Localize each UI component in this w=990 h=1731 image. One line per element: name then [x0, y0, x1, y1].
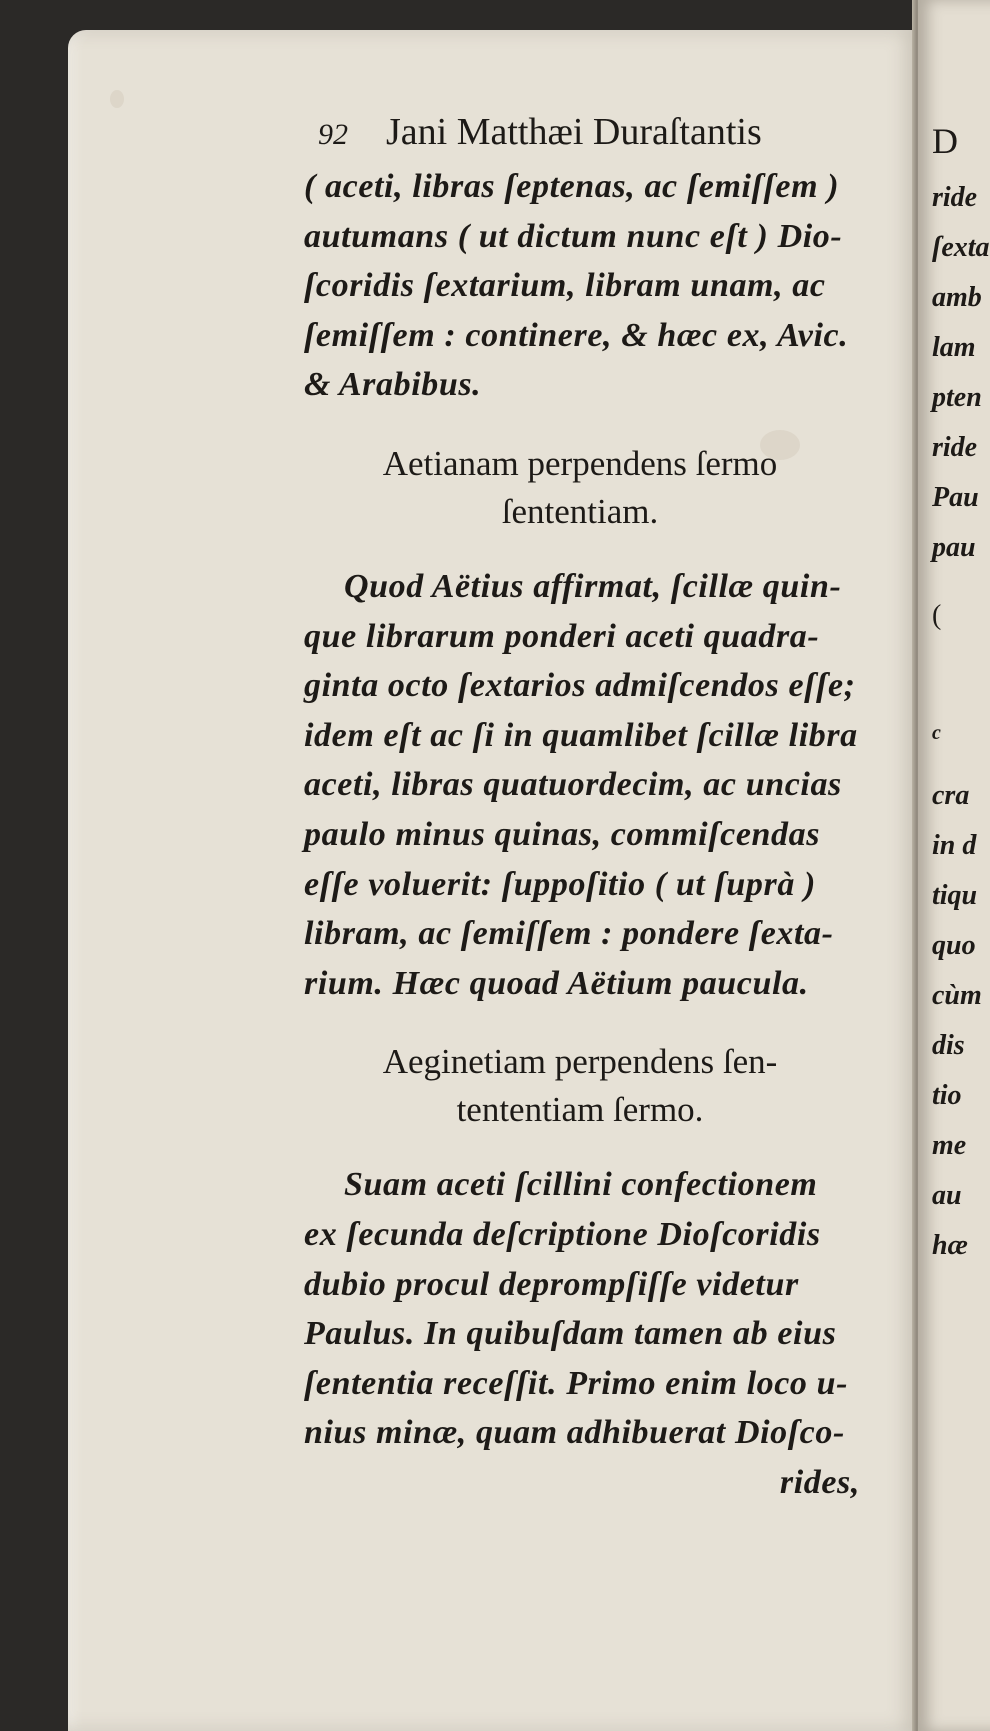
page-number: 92: [318, 118, 348, 151]
page-stain: [110, 90, 124, 108]
text-line: & Arabibus.: [304, 366, 482, 404]
facing-fragment: (: [932, 600, 942, 631]
paulus-paragraph: [304, 1160, 900, 1507]
facing-fragment: lam: [932, 332, 976, 363]
facing-fragment: pten: [932, 382, 982, 413]
text-line: eſſe voluerit: ſuppoſitio ( ut ſuprà ): [304, 865, 816, 903]
text-line: que librarum ponderi aceti quadra-: [304, 617, 820, 655]
opening-paragraph: [304, 162, 900, 410]
text-line: libram, ac ſemiſſem : pondere ſexta-: [304, 915, 834, 953]
heading-line: Aetianam perpendens ſermo: [382, 443, 778, 483]
facing-fragment: tio: [932, 1080, 962, 1111]
facing-fragment: amb: [932, 282, 982, 313]
aetius-paragraph: [304, 562, 900, 1008]
text-line: autumans ( ut dictum nunc eſt ) Dio-: [304, 217, 843, 255]
facing-fragment: hæ: [932, 1230, 968, 1261]
facing-fragment: c: [932, 722, 941, 744]
text-line: paulo minus quinas, commiſcendas: [304, 815, 821, 853]
text-line: ſcoridis ſextarium, libram unam, ac: [304, 267, 826, 305]
facing-fragment: quo: [932, 930, 976, 961]
text-line: aceti, libras quatuordecim, ac uncias: [304, 766, 842, 804]
facing-fragment: Pau: [932, 482, 979, 513]
page-text: [300, 110, 900, 1507]
facing-fragment: me: [932, 1130, 967, 1161]
facing-fragment: au: [932, 1180, 962, 1211]
facing-fragment: dis: [932, 1030, 965, 1061]
text-line: Quod Aëtius affirmat, ſcillæ quin-: [344, 567, 842, 605]
facing-fragment: cùm: [932, 980, 982, 1011]
facing-fragment: ride: [932, 182, 978, 213]
text-line: ( aceti, libras ſeptenas, ac ſemiſſem ): [304, 168, 840, 205]
text-line: ex ſecunda deſcriptione Dioſcoridis: [304, 1215, 821, 1253]
running-title: Jani Matthæi Duraſtantis: [386, 111, 762, 153]
text-line: Paulus. In quibuſdam tamen ab eius: [304, 1315, 837, 1353]
facing-fragment: tiqu: [932, 880, 978, 911]
text-line: ſemiſſem : continere, & hæc ex, Avic.: [304, 316, 849, 354]
heading-line: Aeginetiam perpendens ſen-: [382, 1042, 778, 1082]
catchword: rides,: [779, 1463, 860, 1501]
facing-fragment: cra: [932, 780, 970, 811]
text-line: ginta octo ſextarios admiſcendos eſſe;: [304, 667, 856, 705]
text-line: rium. Hæc quoad Aëtium paucula.: [304, 964, 809, 1002]
running-head: [318, 110, 900, 154]
text-line: Suam aceti ſcillini confectionem: [344, 1166, 818, 1204]
facing-fragment: in d: [932, 830, 977, 861]
text-line: dubio procul deprompſiſſe videtur: [304, 1265, 799, 1303]
section-heading-aegineta: [300, 1038, 860, 1134]
text-line: ſententia receſſit. Primo enim loco u-: [304, 1364, 849, 1402]
facing-fragment: ride: [932, 432, 978, 463]
facing-fragment: ſexta: [932, 232, 990, 263]
text-line: idem eſt ac ſi in quamlibet ſcillæ libra: [304, 716, 858, 754]
heading-line: tententiam ſermo.: [456, 1090, 704, 1130]
heading-line: ſententiam.: [501, 491, 659, 531]
text-line: nius minæ, quam adhibuerat Dioſco-: [304, 1414, 845, 1452]
facing-fragment: pau: [932, 532, 976, 563]
section-heading-aetius: [300, 440, 860, 536]
facing-fragment: D: [932, 121, 958, 161]
